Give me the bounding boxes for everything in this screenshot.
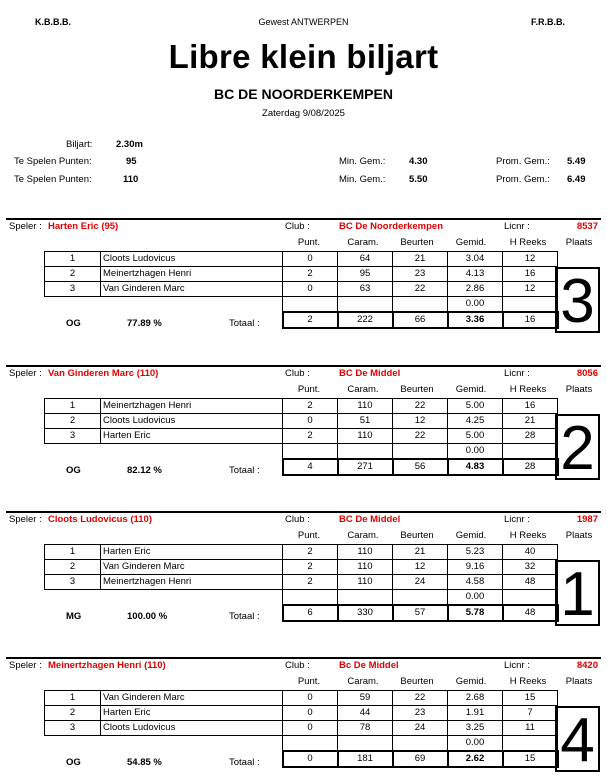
speler-label: Speler : [9, 514, 42, 525]
match-row [45, 252, 558, 267]
gewest-label: Gewest ANTWERPEN [258, 17, 349, 27]
player-licnr: 1987 [576, 514, 598, 525]
min-gem-value-1: 4.30 [409, 156, 428, 167]
match-gemid: 9.16 [448, 560, 503, 575]
match-row [45, 575, 558, 590]
match-row [45, 691, 558, 706]
total-gemid: 3.36 [448, 312, 503, 328]
col-caram: Caram. [347, 384, 379, 395]
total-punt: 6 [283, 605, 338, 621]
opponent-name: Van Ginderen Marc [101, 560, 283, 575]
player-club: BC De Middel [339, 368, 401, 379]
match-row [45, 560, 558, 575]
match-row [45, 706, 558, 721]
total-caram: 330 [338, 605, 393, 621]
total-row [45, 605, 558, 621]
total-caram: 222 [338, 312, 393, 328]
te-spelen-label-1: Te Spelen Punten: [14, 156, 92, 167]
match-nr: 2 [45, 267, 101, 282]
match-nr: 1 [45, 691, 101, 706]
total-hreeks: 28 [503, 459, 558, 475]
col-caram: Caram. [347, 530, 379, 541]
prom-gem-value-2: 6.49 [567, 174, 586, 185]
match-punt: 0 [283, 706, 338, 721]
col-plaats: Plaats [565, 530, 593, 541]
col-beurten: Beurten [400, 530, 434, 541]
total-beurten: 66 [393, 312, 448, 328]
player-licnr: 8537 [576, 221, 598, 232]
player-licnr: 8420 [576, 660, 598, 671]
opponent-name: Van Ginderen Marc [101, 691, 283, 706]
match-gemid: 4.58 [448, 575, 503, 590]
opponent-name: Meinertzhagen Henri [101, 267, 283, 282]
final-rank: 1 [555, 560, 600, 626]
final-rank: 2 [555, 414, 600, 480]
club-label: Club : [285, 660, 310, 671]
player-licnr: 8056 [576, 368, 598, 379]
match-nr: 1 [45, 545, 101, 560]
speler-label: Speler : [9, 368, 42, 379]
total-gemid: 4.83 [448, 459, 503, 475]
block-divider [6, 511, 601, 513]
opponent-name: Cloots Ludovicus [101, 252, 283, 267]
col-caram: Caram. [347, 237, 379, 248]
speler-label: Speler : [9, 660, 42, 671]
block-divider [6, 365, 601, 367]
match-hreeks: 40 [503, 545, 558, 560]
status-label: OG [66, 465, 81, 476]
match-hreeks: 16 [503, 267, 558, 282]
match-beurten: 24 [393, 721, 448, 736]
match-beurten: 23 [393, 706, 448, 721]
total-punt: 2 [283, 312, 338, 328]
match-caram: 59 [338, 691, 393, 706]
match-gemid: 5.00 [448, 399, 503, 414]
match-caram: 110 [338, 429, 393, 444]
match-nr: 2 [45, 706, 101, 721]
opponent-name: Cloots Ludovicus [101, 414, 283, 429]
match-gemid: 3.04 [448, 252, 503, 267]
col-gemid: Gemid. [455, 530, 487, 541]
status-label: OG [66, 757, 81, 768]
match-punt: 2 [283, 399, 338, 414]
match-gemid: 5.23 [448, 545, 503, 560]
match-beurten: 22 [393, 691, 448, 706]
match-row [45, 399, 558, 414]
col-gemid: Gemid. [455, 676, 487, 687]
extra-gemid: 0.00 [448, 444, 503, 460]
match-hreeks: 21 [503, 414, 558, 429]
min-gem-label-1: Min. Gem.: [339, 156, 386, 167]
match-row [45, 267, 558, 282]
final-rank: 4 [555, 706, 600, 772]
licnr-label: Licnr : [504, 514, 530, 525]
col-gemid: Gemid. [455, 384, 487, 395]
event-date: Zaterdag 9/08/2025 [262, 108, 345, 119]
col-punt: Punt. [297, 237, 321, 248]
total-row [45, 459, 558, 475]
te-spelen-value-1: 95 [126, 156, 137, 167]
total-punt: 0 [283, 751, 338, 767]
match-punt: 2 [283, 267, 338, 282]
match-caram: 95 [338, 267, 393, 282]
match-punt: 2 [283, 560, 338, 575]
match-table [44, 690, 559, 768]
match-table [44, 544, 559, 622]
match-hreeks: 11 [503, 721, 558, 736]
federation-left: K.B.B.B. [35, 17, 71, 27]
match-gemid: 4.25 [448, 414, 503, 429]
club-label: Club : [285, 368, 310, 379]
total-hreeks: 16 [503, 312, 558, 328]
col-caram: Caram. [347, 676, 379, 687]
match-hreeks: 16 [503, 399, 558, 414]
extra-row [45, 736, 558, 752]
percent-label: 54.85 % [127, 757, 162, 768]
match-table [44, 251, 559, 329]
extra-row [45, 297, 558, 313]
total-caram: 181 [338, 751, 393, 767]
club-label: Club : [285, 221, 310, 232]
match-nr: 1 [45, 252, 101, 267]
col-punt: Punt. [297, 384, 321, 395]
extra-row [45, 444, 558, 460]
match-hreeks: 32 [503, 560, 558, 575]
match-punt: 0 [283, 414, 338, 429]
total-beurten: 56 [393, 459, 448, 475]
min-gem-value-2: 5.50 [409, 174, 428, 185]
block-divider [6, 218, 601, 220]
match-hreeks: 28 [503, 429, 558, 444]
total-gemid: 5.78 [448, 605, 503, 621]
extra-gemid: 0.00 [448, 736, 503, 752]
licnr-label: Licnr : [504, 221, 530, 232]
match-row [45, 721, 558, 736]
match-nr: 1 [45, 399, 101, 414]
player-club: Bc De Middel [339, 660, 399, 671]
prom-gem-label-1: Prom. Gem.: [496, 156, 550, 167]
extra-gemid: 0.00 [448, 590, 503, 606]
col-plaats: Plaats [565, 237, 593, 248]
opponent-name: Meinertzhagen Henri [101, 575, 283, 590]
match-nr: 3 [45, 721, 101, 736]
match-gemid: 5.00 [448, 429, 503, 444]
col-hreeks: H Reeks [509, 237, 547, 248]
match-gemid: 4.13 [448, 267, 503, 282]
col-punt: Punt. [297, 530, 321, 541]
col-punt: Punt. [297, 676, 321, 687]
match-beurten: 22 [393, 399, 448, 414]
col-plaats: Plaats [565, 384, 593, 395]
match-punt: 0 [283, 252, 338, 267]
match-beurten: 22 [393, 429, 448, 444]
player-name: Van Ginderen Marc (110) [48, 368, 159, 379]
percent-label: 100.00 % [127, 611, 168, 622]
col-hreeks: H Reeks [509, 530, 547, 541]
match-beurten: 21 [393, 252, 448, 267]
col-hreeks: H Reeks [509, 676, 547, 687]
match-hreeks: 12 [503, 282, 558, 297]
col-gemid: Gemid. [455, 237, 487, 248]
match-hreeks: 48 [503, 575, 558, 590]
page-title: Libre klein biljart [168, 38, 439, 75]
percent-label: 77.89 % [127, 318, 162, 329]
organizing-club: BC DE NOORDERKEMPEN [214, 86, 393, 102]
match-gemid: 1.91 [448, 706, 503, 721]
match-punt: 2 [283, 575, 338, 590]
match-beurten: 21 [393, 545, 448, 560]
total-caram: 271 [338, 459, 393, 475]
opponent-name: Harten Eric [101, 706, 283, 721]
total-row [45, 312, 558, 328]
status-label: OG [66, 318, 81, 329]
opponent-name: Van Ginderen Marc [101, 282, 283, 297]
match-caram: 51 [338, 414, 393, 429]
biljart-label: Biljart: [66, 139, 93, 150]
match-row [45, 545, 558, 560]
match-nr: 2 [45, 560, 101, 575]
match-caram: 44 [338, 706, 393, 721]
match-caram: 110 [338, 545, 393, 560]
te-spelen-label-2: Te Spelen Punten: [14, 174, 92, 185]
col-hreeks: H Reeks [509, 384, 547, 395]
total-hreeks: 15 [503, 751, 558, 767]
total-beurten: 57 [393, 605, 448, 621]
match-hreeks: 7 [503, 706, 558, 721]
min-gem-label-2: Min. Gem.: [339, 174, 386, 185]
player-name: Cloots Ludovicus (110) [48, 514, 152, 525]
match-caram: 110 [338, 560, 393, 575]
prom-gem-value-1: 5.49 [567, 156, 586, 167]
match-punt: 2 [283, 545, 338, 560]
col-beurten: Beurten [400, 384, 434, 395]
match-gemid: 2.86 [448, 282, 503, 297]
totaal-label: Totaal : [229, 611, 260, 622]
match-beurten: 12 [393, 560, 448, 575]
opponent-name: Meinertzhagen Henri [101, 399, 283, 414]
match-punt: 2 [283, 429, 338, 444]
block-divider [6, 657, 601, 659]
match-gemid: 3.25 [448, 721, 503, 736]
match-beurten: 12 [393, 414, 448, 429]
totaal-label: Totaal : [229, 318, 260, 329]
status-label: MG [66, 611, 82, 622]
match-caram: 64 [338, 252, 393, 267]
opponent-name: Harten Eric [101, 545, 283, 560]
match-beurten: 23 [393, 267, 448, 282]
final-rank: 3 [555, 267, 600, 333]
total-hreeks: 48 [503, 605, 558, 621]
match-nr: 3 [45, 575, 101, 590]
match-caram: 110 [338, 399, 393, 414]
percent-label: 82.12 % [127, 465, 162, 476]
match-row [45, 414, 558, 429]
licnr-label: Licnr : [504, 368, 530, 379]
total-gemid: 2.62 [448, 751, 503, 767]
extra-gemid: 0.00 [448, 297, 503, 313]
match-punt: 0 [283, 691, 338, 706]
extra-row [45, 590, 558, 606]
opponent-name: Cloots Ludovicus [101, 721, 283, 736]
totaal-label: Totaal : [229, 757, 260, 768]
total-beurten: 69 [393, 751, 448, 767]
match-nr: 2 [45, 414, 101, 429]
col-beurten: Beurten [400, 237, 434, 248]
match-row [45, 429, 558, 444]
match-beurten: 24 [393, 575, 448, 590]
player-club: BC De Middel [339, 514, 401, 525]
match-caram: 110 [338, 575, 393, 590]
player-club: BC De Noorderkempen [339, 221, 443, 232]
speler-label: Speler : [9, 221, 42, 232]
biljart-value: 2.30m [116, 139, 143, 150]
club-label: Club : [285, 514, 310, 525]
match-row [45, 282, 558, 297]
match-nr: 3 [45, 282, 101, 297]
col-beurten: Beurten [400, 676, 434, 687]
player-name: Meinertzhagen Henri (110) [48, 660, 166, 671]
player-name: Harten Eric (95) [48, 221, 119, 232]
match-punt: 0 [283, 721, 338, 736]
match-gemid: 2.68 [448, 691, 503, 706]
te-spelen-value-2: 110 [123, 174, 139, 185]
total-punt: 4 [283, 459, 338, 475]
col-plaats: Plaats [565, 676, 593, 687]
match-nr: 3 [45, 429, 101, 444]
total-row [45, 751, 558, 767]
match-caram: 63 [338, 282, 393, 297]
match-beurten: 22 [393, 282, 448, 297]
opponent-name: Harten Eric [101, 429, 283, 444]
match-hreeks: 15 [503, 691, 558, 706]
prom-gem-label-2: Prom. Gem.: [496, 174, 550, 185]
match-table [44, 398, 559, 476]
match-hreeks: 12 [503, 252, 558, 267]
licnr-label: Licnr : [504, 660, 530, 671]
federation-right: F.R.B.B. [531, 17, 566, 27]
match-punt: 0 [283, 282, 338, 297]
totaal-label: Totaal : [229, 465, 260, 476]
match-caram: 78 [338, 721, 393, 736]
